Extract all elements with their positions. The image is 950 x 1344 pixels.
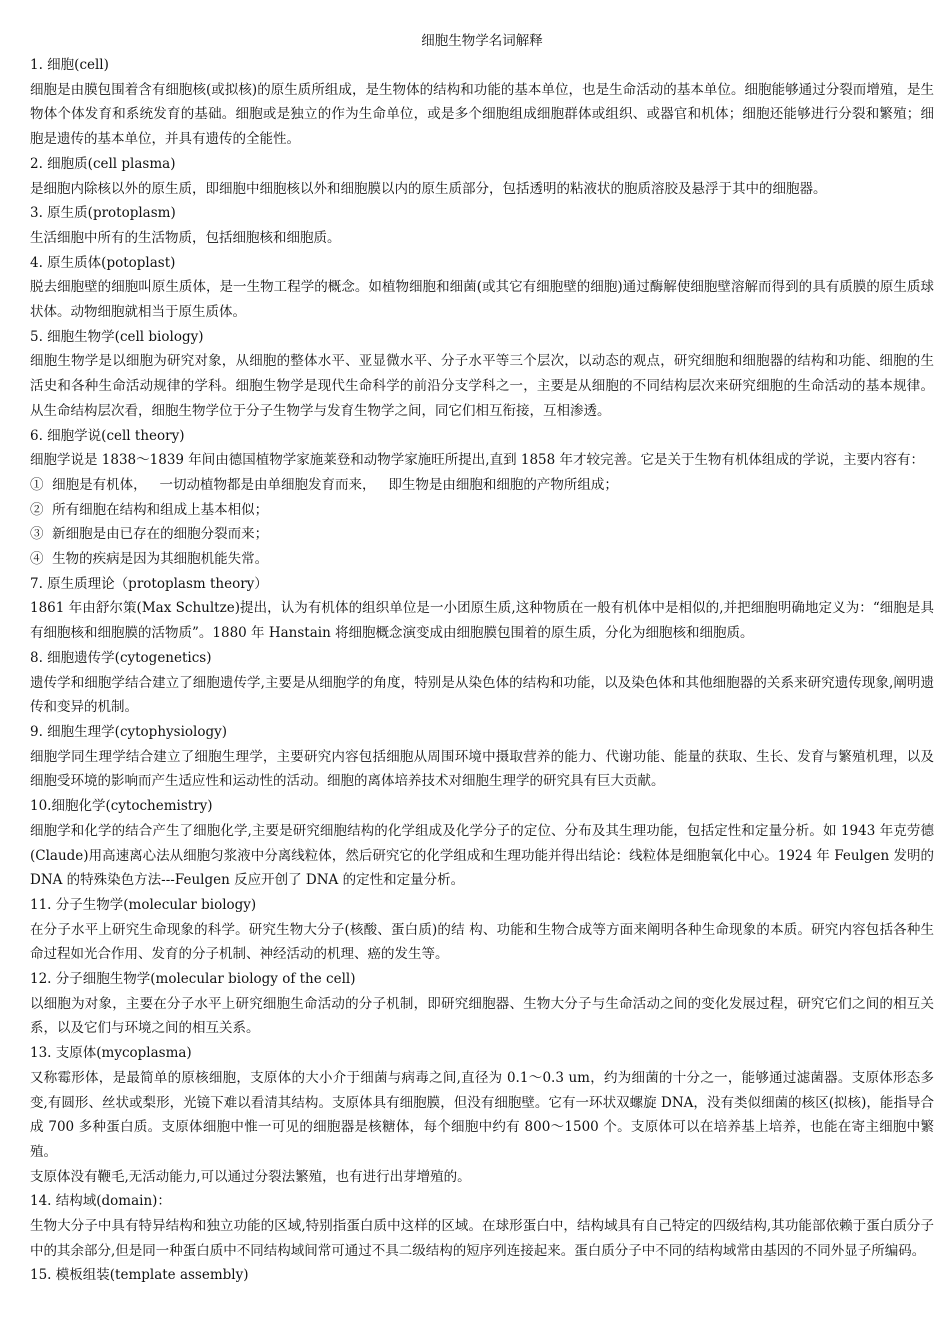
entry-term: 2. 细胞质(cell plasma): [30, 155, 176, 172]
entry-definition: 支原体没有鞭毛,无活动能力,可以通过分裂法繁殖，也有进行出芽增殖的。: [30, 1168, 471, 1185]
entry-list-item: ① 细胞是有机体， 一切动植物都是由单细胞发育而来， 即生物是由细胞和细胞的产物所组成；: [30, 476, 618, 493]
glossary-entry: [30, 893, 934, 967]
entry-term: 6. 细胞学说(cell theory): [30, 427, 185, 444]
entry-definition: 细胞学同生理学结合建立了细胞生理学，主要研究内容包括细胞从周围环境中摄取营养的能力、代谢功能、能量的获取、生长、发育与繁殖机理，以及细胞受环境的影响而产生适应性和运动性的活动。细胞的离体培养技术对细胞生理学的研究具有巨大贡献。: [30, 748, 934, 790]
glossary-entry: [30, 325, 934, 424]
entry-term: 4. 原生质体(potoplast): [30, 254, 176, 271]
entry-list: [30, 53, 934, 1288]
glossary-entry: [30, 251, 934, 325]
entry-definition: 细胞是由膜包围着含有细胞核(或拟核)的原生质所组成，是生物体的结构和功能的基本单位，也是生命活动的基本单位。细胞能够通过分裂而增殖，是生物体个体发育和系统发育的基础。细胞或是独立的作为生命单位，或是多个细胞组成细胞群体或组织、或器官和机体；细胞还能够进行分裂和繁殖；细胞是遗传的基本单位，并具有遗传的全能性。: [30, 81, 934, 148]
glossary-entry: [30, 967, 934, 1041]
entry-term: 9. 细胞生理学(cytophysiology): [30, 723, 227, 740]
entry-term: 1. 细胞(cell): [30, 57, 109, 73]
glossary-entry: [30, 152, 934, 201]
glossary-entry: [30, 572, 934, 646]
entry-term: 14. 结构域(domain)：: [30, 1193, 171, 1210]
entry-definition: 生物大分子中具有特异结构和独立功能的区域,特别指蛋白质中这样的区域。在球形蛋白中，结构域具有自己特定的四级结构,其功能部依赖于蛋白质分子中的其余部分,但是同一种蛋白质中不同结构域间常可通过不具二级结构的短序列连接起来。蛋白质分子中不同的结构域常由基因的不同外显子所编码。: [30, 1218, 934, 1259]
entry-term: 15. 模板组装(template assembly): [30, 1267, 249, 1284]
entry-term: 8. 细胞遗传学(cytogenetics): [30, 649, 212, 666]
entry-term: 5. 细胞生物学(cell biology): [30, 328, 204, 345]
entry-definition: 细胞学和化学的结合产生了细胞化学,主要是研究细胞结构的化学组成及化学分子的定位、分布及其生理功能，包括定性和定量分析。如 1943 年克劳德(Claude)用高速离心法从细胞匀浆液中分离线粒体，然后研究它的化学组成和生理功能并得出结论：线粒体是细胞氧化中心。1924 年 Feulgen 发明的 DNA 的特殊染色方法---Feulgen 反应开创了 DNA 的定性和定量分析。: [30, 822, 934, 889]
entry-term: 10.细胞化学(cytochemistry): [30, 798, 213, 815]
entry-term: 12. 分子细胞生物学(molecular biology of the cell): [30, 971, 356, 988]
glossary-entry: [30, 1263, 934, 1288]
entry-term: 11. 分子生物学(molecular biology): [30, 896, 257, 913]
entry-list-item: ③ 新细胞是由已存在的细胞分裂而来；: [30, 526, 269, 543]
entry-definition: 以细胞为对象，主要在分子水平上研究细胞生命活动的分子机制，即研究细胞器、生物大分子与生命活动之间的变化发展过程，研究它们之间的相互关系，以及它们与环境之间的相互关系。: [30, 995, 934, 1037]
glossary-entry: [30, 646, 934, 720]
entry-definition: 又称霉形体，是最简单的原核细胞，支原体的大小介于细菌与病毒之间,直径为 0.1～0.3 um，约为细菌的十分之一，能够通过滤菌器。支原体形态多变,有圆形、丝状或梨形，光镜下难以看清其结构。支原体具有细胞膜，但没有细胞壁。它有一环状双螺旋 DNA，没有类似细菌的核区(拟核)，能指导合成 700 多种蛋白质。支原体细胞中惟一可见的细胞器是核糖体，每个细胞中约有 800～1500 个。支原体可以在培养基上培养，也能在寄主细胞中繁殖。: [30, 1069, 934, 1160]
document-title: 细胞生物学名词解释: [421, 33, 543, 49]
entry-definition: 遗传学和细胞学结合建立了细胞遗传学,主要是从细胞学的角度，特别是从染色体的结构和功能，以及染色体和其他细胞器的关系来研究遗传现象,阐明遗传和变异的机制。: [30, 674, 934, 716]
entry-definition: 细胞学说是 1838～1839 年间由德国植物学家施莱登和动物学家施旺所提出,直到 1858 年才较完善。它是关于生物有机体组成的学说，主要内容有：: [30, 452, 925, 469]
entry-definition: 是细胞内除核以外的原生质，即细胞中细胞核以外和细胞膜以内的原生质部分，包括透明的粘液状的胞质溶胶及悬浮于其中的细胞器。: [30, 180, 827, 197]
entry-term: 13. 支原体(mycoplasma): [30, 1045, 192, 1062]
entry-list-item: ④ 生物的疾病是因为其细胞机能失常。: [30, 551, 269, 568]
glossary-entry: [30, 201, 934, 250]
entry-definition: 脱去细胞壁的细胞叫原生质体，是一生物工程学的概念。如植物细胞和细菌(或其它有细胞壁的细胞)通过酶解使细胞壁溶解而得到的具有质膜的原生质球状体。动物细胞就相当于原生质体。: [30, 279, 934, 321]
glossary-entry: [30, 720, 934, 794]
entry-list-item: ② 所有细胞在结构和组成上基本相似；: [30, 501, 269, 518]
glossary-entry: [30, 794, 934, 893]
entry-definition: 细胞生物学是以细胞为研究对象，从细胞的整体水平、亚显微水平、分子水平等三个层次，以动态的观点，研究细胞和细胞器的结构和功能、细胞的生活史和各种生命活动规律的学科。细胞生物学是现代生命科学的前沿分支学科之一，主要是从细胞的不同结构层次来研究细胞的生命活动的基本规律。从生命结构层次看，细胞生物学位于分子生物学与发育生物学之间，同它们相互衔接，互相渗透。: [30, 353, 934, 419]
glossary-entry: [30, 1189, 934, 1263]
entry-term: 3. 原生质(protoplasm): [30, 205, 176, 222]
entry-definition: 1861 年由舒尔策(Max Schultze)提出，认为有机体的组织单位是一小团原生质,这种物质在一般有机体中是相似的,并把细胞明确地定义为：“细胞是具有细胞核和细胞膜的活物质”。1880 年 Hanstain 将细胞概念演变成由细胞膜包围着的原生质，分化为细胞核和细胞质。: [30, 600, 934, 642]
glossary-entry: [30, 53, 934, 152]
entry-definition: 生活细胞中所有的生活物质，包括细胞核和细胞质。: [30, 229, 341, 246]
glossary-entry: [30, 424, 934, 572]
entry-definition: 在分子水平上研究生命现象的科学。研究生物大分子(核酸、蛋白质)的结 构、功能和生物合成等方面来阐明各种生命现象的本质。研究内容包括各种生命过程如光合作用、发育的分子机制、神经活动的机理、癌的发生等。: [30, 921, 934, 963]
entry-term: 7. 原生质理论（protoplasm theory）: [30, 575, 268, 592]
glossary-entry: [30, 1041, 934, 1189]
